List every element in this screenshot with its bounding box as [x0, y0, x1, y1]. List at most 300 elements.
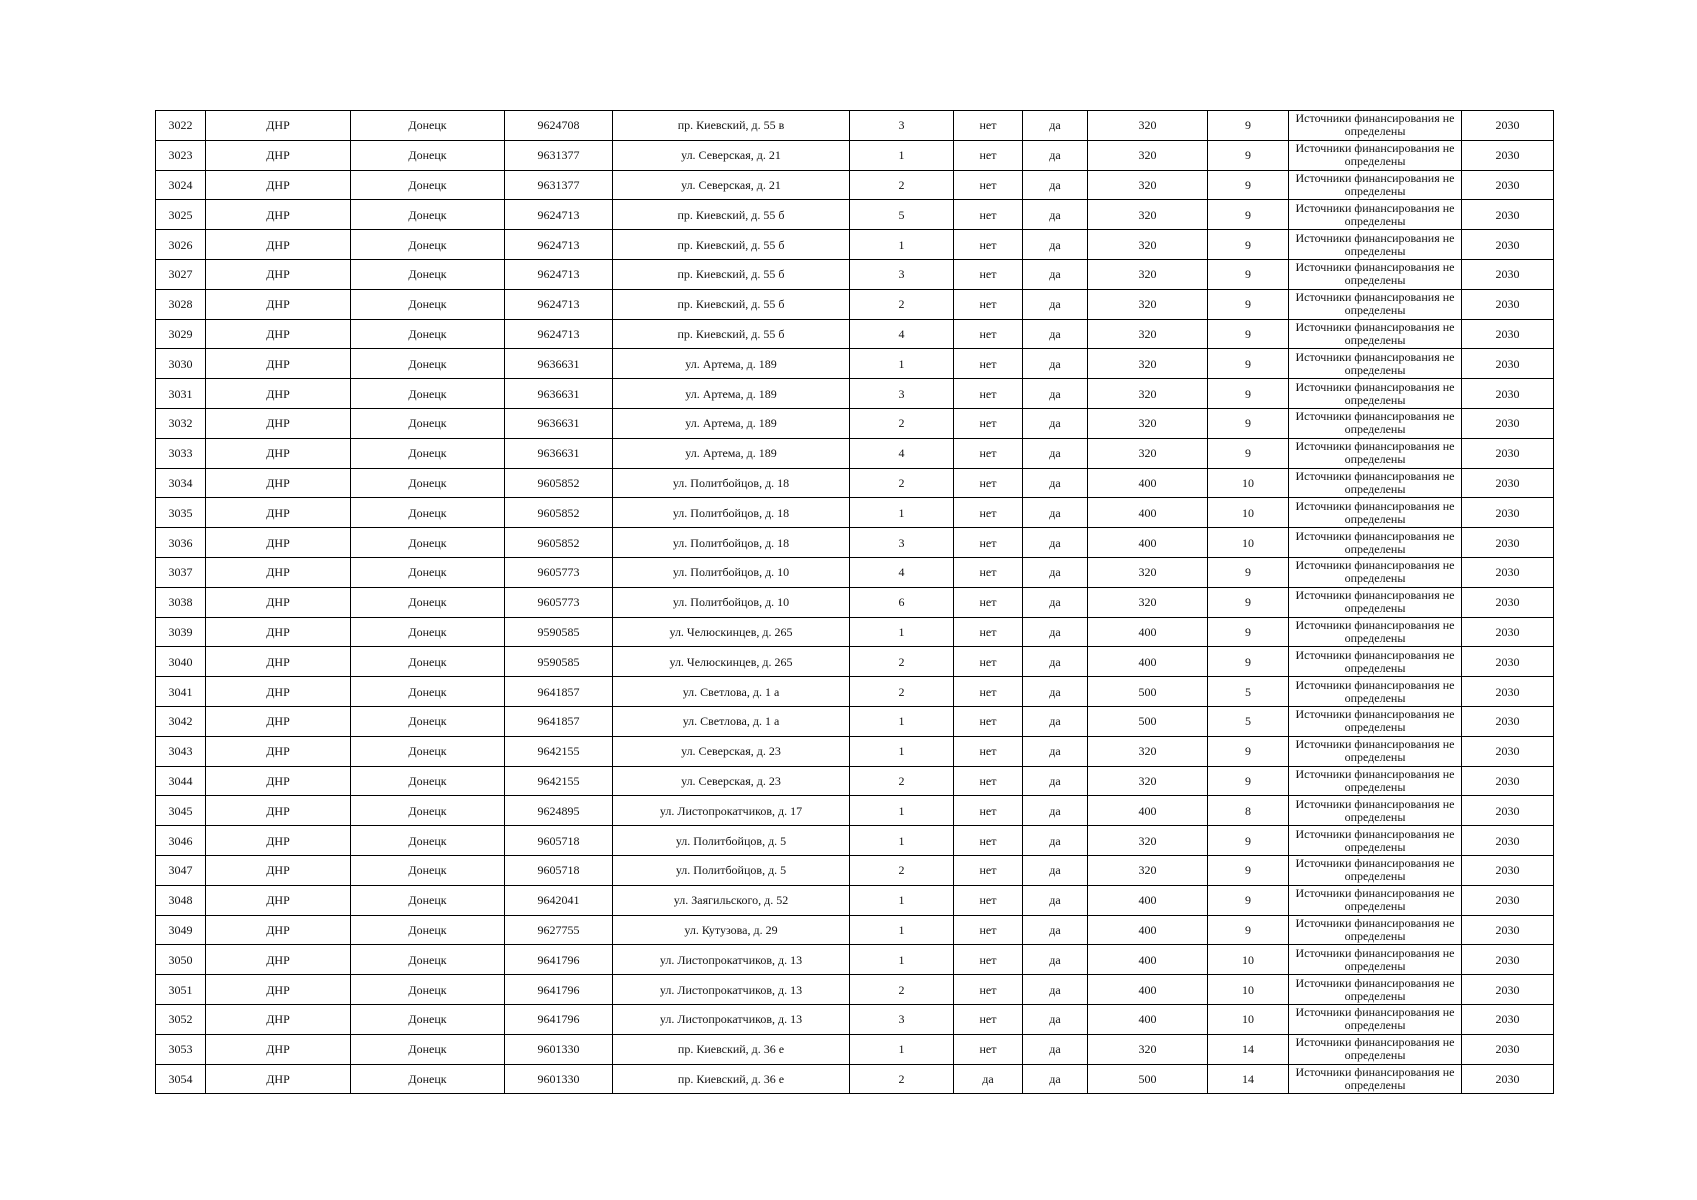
- city-cell: Донецк: [351, 855, 505, 885]
- region-cell: ДНР: [206, 706, 351, 736]
- row-number: 3046: [156, 826, 206, 856]
- funding-cell: Источники финансирования не определены: [1289, 826, 1462, 856]
- house-id-cell: 9642155: [505, 736, 613, 766]
- year-cell: 2030: [1462, 1004, 1554, 1034]
- entrance-cell: 2: [850, 1064, 954, 1094]
- city-cell: Донецк: [351, 379, 505, 409]
- table-row: [156, 408, 1554, 438]
- row-number: 3037: [156, 557, 206, 587]
- capacity-cell: 400: [1088, 915, 1208, 945]
- address-cell: ул. Артема, д. 189: [613, 408, 850, 438]
- floors-cell: 9: [1208, 200, 1289, 230]
- table-row: [156, 677, 1554, 707]
- table-row: [156, 200, 1554, 230]
- year-cell: 2030: [1462, 975, 1554, 1005]
- table-row: [156, 379, 1554, 409]
- modernization-cell: да: [1023, 826, 1088, 856]
- funding-cell: Источники финансирования не определены: [1289, 349, 1462, 379]
- row-number: 3041: [156, 677, 206, 707]
- row-number: 3029: [156, 319, 206, 349]
- replacement-cell: нет: [954, 319, 1023, 349]
- replacement-cell: нет: [954, 498, 1023, 528]
- city-cell: Донецк: [351, 230, 505, 260]
- floors-cell: 9: [1208, 855, 1289, 885]
- table-row: [156, 468, 1554, 498]
- replacement-cell: нет: [954, 1004, 1023, 1034]
- row-number: 3051: [156, 975, 206, 1005]
- row-number: 3035: [156, 498, 206, 528]
- entrance-cell: 4: [850, 438, 954, 468]
- floors-cell: 14: [1208, 1064, 1289, 1094]
- year-cell: 2030: [1462, 379, 1554, 409]
- table-row: [156, 438, 1554, 468]
- funding-cell: Источники финансирования не определены: [1289, 528, 1462, 558]
- year-cell: 2030: [1462, 617, 1554, 647]
- row-number: 3027: [156, 259, 206, 289]
- table-row: [156, 587, 1554, 617]
- region-cell: ДНР: [206, 200, 351, 230]
- entrance-cell: 1: [850, 885, 954, 915]
- house-id-cell: 9605852: [505, 468, 613, 498]
- floors-cell: 9: [1208, 587, 1289, 617]
- modernization-cell: да: [1023, 468, 1088, 498]
- floors-cell: 9: [1208, 915, 1289, 945]
- capacity-cell: 320: [1088, 587, 1208, 617]
- year-cell: 2030: [1462, 498, 1554, 528]
- entrance-cell: 2: [850, 289, 954, 319]
- capacity-cell: 400: [1088, 796, 1208, 826]
- capacity-cell: 500: [1088, 677, 1208, 707]
- entrance-cell: 3: [850, 1004, 954, 1034]
- table-row: [156, 498, 1554, 528]
- table-row: [156, 915, 1554, 945]
- year-cell: 2030: [1462, 557, 1554, 587]
- table-row: [156, 766, 1554, 796]
- row-number: 3022: [156, 111, 206, 141]
- modernization-cell: да: [1023, 945, 1088, 975]
- row-number: 3026: [156, 230, 206, 260]
- replacement-cell: нет: [954, 379, 1023, 409]
- floors-cell: 9: [1208, 826, 1289, 856]
- replacement-cell: нет: [954, 975, 1023, 1005]
- address-cell: ул. Политбойцов, д. 5: [613, 826, 850, 856]
- year-cell: 2030: [1462, 111, 1554, 141]
- floors-cell: 9: [1208, 319, 1289, 349]
- year-cell: 2030: [1462, 826, 1554, 856]
- modernization-cell: да: [1023, 557, 1088, 587]
- modernization-cell: да: [1023, 408, 1088, 438]
- funding-cell: Источники финансирования не определены: [1289, 617, 1462, 647]
- replacement-cell: нет: [954, 766, 1023, 796]
- region-cell: ДНР: [206, 677, 351, 707]
- modernization-cell: да: [1023, 915, 1088, 945]
- house-id-cell: 9636631: [505, 349, 613, 379]
- row-number: 3042: [156, 706, 206, 736]
- floors-cell: 9: [1208, 259, 1289, 289]
- house-id-cell: 9642041: [505, 885, 613, 915]
- house-id-cell: 9624713: [505, 319, 613, 349]
- address-cell: пр. Киевский, д. 36 е: [613, 1064, 850, 1094]
- address-cell: ул. Политбойцов, д. 18: [613, 528, 850, 558]
- table-row: [156, 945, 1554, 975]
- replacement-cell: нет: [954, 855, 1023, 885]
- floors-cell: 9: [1208, 647, 1289, 677]
- city-cell: Донецк: [351, 766, 505, 796]
- modernization-cell: да: [1023, 1004, 1088, 1034]
- replacement-cell: нет: [954, 617, 1023, 647]
- city-cell: Донецк: [351, 826, 505, 856]
- house-id-cell: 9590585: [505, 617, 613, 647]
- modernization-cell: да: [1023, 259, 1088, 289]
- funding-cell: Источники финансирования не определены: [1289, 468, 1462, 498]
- city-cell: Донецк: [351, 677, 505, 707]
- modernization-cell: да: [1023, 200, 1088, 230]
- replacement-cell: нет: [954, 259, 1023, 289]
- year-cell: 2030: [1462, 438, 1554, 468]
- funding-cell: Источники финансирования не определены: [1289, 677, 1462, 707]
- funding-cell: Источники финансирования не определены: [1289, 706, 1462, 736]
- entrance-cell: 3: [850, 379, 954, 409]
- table-row: [156, 885, 1554, 915]
- funding-cell: Источники финансирования не определены: [1289, 736, 1462, 766]
- row-number: 3052: [156, 1004, 206, 1034]
- floors-cell: 9: [1208, 170, 1289, 200]
- table-row: [156, 528, 1554, 558]
- row-number: 3033: [156, 438, 206, 468]
- table-row: [156, 111, 1554, 141]
- table-row: [156, 557, 1554, 587]
- address-cell: ул. Северская, д. 23: [613, 736, 850, 766]
- year-cell: 2030: [1462, 408, 1554, 438]
- entrance-cell: 3: [850, 259, 954, 289]
- address-cell: ул. Светлова, д. 1 а: [613, 706, 850, 736]
- city-cell: Донецк: [351, 647, 505, 677]
- floors-cell: 9: [1208, 379, 1289, 409]
- floors-cell: 9: [1208, 766, 1289, 796]
- region-cell: ДНР: [206, 319, 351, 349]
- house-id-cell: 9624713: [505, 259, 613, 289]
- entrance-cell: 1: [850, 915, 954, 945]
- house-id-cell: 9624895: [505, 796, 613, 826]
- address-cell: пр. Киевский, д. 55 б: [613, 200, 850, 230]
- city-cell: Донецк: [351, 200, 505, 230]
- row-number: 3031: [156, 379, 206, 409]
- city-cell: Донецк: [351, 1034, 505, 1064]
- city-cell: Донецк: [351, 498, 505, 528]
- entrance-cell: 1: [850, 617, 954, 647]
- funding-cell: Источники финансирования не определены: [1289, 557, 1462, 587]
- replacement-cell: нет: [954, 587, 1023, 617]
- replacement-cell: нет: [954, 200, 1023, 230]
- replacement-cell: нет: [954, 706, 1023, 736]
- modernization-cell: да: [1023, 1064, 1088, 1094]
- capacity-cell: 320: [1088, 557, 1208, 587]
- table-row: [156, 170, 1554, 200]
- entrance-cell: 4: [850, 319, 954, 349]
- modernization-cell: да: [1023, 975, 1088, 1005]
- funding-cell: Источники финансирования не определены: [1289, 1034, 1462, 1064]
- floors-cell: 9: [1208, 349, 1289, 379]
- city-cell: Донецк: [351, 528, 505, 558]
- replacement-cell: нет: [954, 170, 1023, 200]
- floors-cell: 9: [1208, 230, 1289, 260]
- funding-cell: Источники финансирования не определены: [1289, 855, 1462, 885]
- address-cell: ул. Артема, д. 189: [613, 379, 850, 409]
- table-row: [156, 647, 1554, 677]
- replacement-cell: нет: [954, 230, 1023, 260]
- region-cell: ДНР: [206, 647, 351, 677]
- region-cell: ДНР: [206, 230, 351, 260]
- address-cell: пр. Киевский, д. 55 б: [613, 259, 850, 289]
- modernization-cell: да: [1023, 587, 1088, 617]
- region-cell: ДНР: [206, 1004, 351, 1034]
- region-cell: ДНР: [206, 885, 351, 915]
- capacity-cell: 500: [1088, 1064, 1208, 1094]
- modernization-cell: да: [1023, 1034, 1088, 1064]
- year-cell: 2030: [1462, 140, 1554, 170]
- year-cell: 2030: [1462, 200, 1554, 230]
- address-cell: ул. Политбойцов, д. 5: [613, 855, 850, 885]
- capacity-cell: 320: [1088, 170, 1208, 200]
- year-cell: 2030: [1462, 706, 1554, 736]
- funding-cell: Источники финансирования не определены: [1289, 111, 1462, 141]
- row-number: 3053: [156, 1034, 206, 1064]
- city-cell: Донецк: [351, 259, 505, 289]
- city-cell: Донецк: [351, 945, 505, 975]
- table-row: [156, 1034, 1554, 1064]
- funding-cell: Источники финансирования не определены: [1289, 408, 1462, 438]
- row-number: 3043: [156, 736, 206, 766]
- house-id-cell: 9605718: [505, 855, 613, 885]
- modernization-cell: да: [1023, 140, 1088, 170]
- entrance-cell: 1: [850, 230, 954, 260]
- row-number: 3044: [156, 766, 206, 796]
- capacity-cell: 400: [1088, 468, 1208, 498]
- region-cell: ДНР: [206, 1064, 351, 1094]
- replacement-cell: нет: [954, 289, 1023, 319]
- floors-cell: 9: [1208, 289, 1289, 319]
- row-number: 3048: [156, 885, 206, 915]
- address-cell: ул. Листопрокатчиков, д. 13: [613, 945, 850, 975]
- funding-cell: Источники финансирования не определены: [1289, 796, 1462, 826]
- address-cell: ул. Политбойцов, д. 10: [613, 557, 850, 587]
- house-id-cell: 9636631: [505, 438, 613, 468]
- address-cell: ул. Светлова, д. 1 а: [613, 677, 850, 707]
- modernization-cell: да: [1023, 438, 1088, 468]
- house-id-cell: 9641796: [505, 1004, 613, 1034]
- modernization-cell: да: [1023, 349, 1088, 379]
- year-cell: 2030: [1462, 319, 1554, 349]
- replacement-cell: нет: [954, 885, 1023, 915]
- replacement-cell: нет: [954, 557, 1023, 587]
- modernization-cell: да: [1023, 855, 1088, 885]
- city-cell: Донецк: [351, 915, 505, 945]
- address-cell: ул. Листопрокатчиков, д. 13: [613, 975, 850, 1005]
- replacement-cell: нет: [954, 468, 1023, 498]
- modernization-cell: да: [1023, 498, 1088, 528]
- entrance-cell: 2: [850, 975, 954, 1005]
- region-cell: ДНР: [206, 587, 351, 617]
- house-id-cell: 9624713: [505, 200, 613, 230]
- city-cell: Донецк: [351, 289, 505, 319]
- region-cell: ДНР: [206, 140, 351, 170]
- replacement-cell: нет: [954, 945, 1023, 975]
- row-number: 3024: [156, 170, 206, 200]
- table-row: [156, 259, 1554, 289]
- address-cell: ул. Политбойцов, д. 18: [613, 468, 850, 498]
- floors-cell: 10: [1208, 1004, 1289, 1034]
- address-cell: ул. Артема, д. 189: [613, 438, 850, 468]
- house-id-cell: 9636631: [505, 379, 613, 409]
- capacity-cell: 500: [1088, 706, 1208, 736]
- floors-cell: 9: [1208, 111, 1289, 141]
- city-cell: Донецк: [351, 438, 505, 468]
- entrance-cell: 1: [850, 1034, 954, 1064]
- capacity-cell: 320: [1088, 826, 1208, 856]
- table-row: [156, 289, 1554, 319]
- floors-cell: 8: [1208, 796, 1289, 826]
- entrance-cell: 1: [850, 706, 954, 736]
- floors-cell: 10: [1208, 975, 1289, 1005]
- modernization-cell: да: [1023, 736, 1088, 766]
- capacity-cell: 320: [1088, 1034, 1208, 1064]
- modernization-cell: да: [1023, 289, 1088, 319]
- house-id-cell: 9631377: [505, 140, 613, 170]
- address-cell: пр. Киевский, д. 55 б: [613, 230, 850, 260]
- row-number: 3036: [156, 528, 206, 558]
- capacity-cell: 320: [1088, 319, 1208, 349]
- entrance-cell: 2: [850, 468, 954, 498]
- region-cell: ДНР: [206, 528, 351, 558]
- house-id-cell: 9642155: [505, 766, 613, 796]
- funding-cell: Источники финансирования не определены: [1289, 975, 1462, 1005]
- address-cell: ул. Северская, д. 21: [613, 170, 850, 200]
- year-cell: 2030: [1462, 289, 1554, 319]
- replacement-cell: нет: [954, 796, 1023, 826]
- funding-cell: Источники финансирования не определены: [1289, 230, 1462, 260]
- modernization-cell: да: [1023, 379, 1088, 409]
- funding-cell: Источники финансирования не определены: [1289, 259, 1462, 289]
- address-cell: ул. Северская, д. 21: [613, 140, 850, 170]
- house-id-cell: 9641796: [505, 945, 613, 975]
- replacement-cell: нет: [954, 408, 1023, 438]
- entrance-cell: 5: [850, 200, 954, 230]
- funding-cell: Источники финансирования не определены: [1289, 140, 1462, 170]
- region-cell: ДНР: [206, 1034, 351, 1064]
- funding-cell: Источники финансирования не определены: [1289, 438, 1462, 468]
- city-cell: Донецк: [351, 1004, 505, 1034]
- row-number: 3045: [156, 796, 206, 826]
- entrance-cell: 4: [850, 557, 954, 587]
- city-cell: Донецк: [351, 408, 505, 438]
- region-cell: ДНР: [206, 289, 351, 319]
- house-id-cell: 9590585: [505, 647, 613, 677]
- entrance-cell: 2: [850, 855, 954, 885]
- address-cell: ул. Челюскинцев, д. 265: [613, 647, 850, 677]
- year-cell: 2030: [1462, 170, 1554, 200]
- entrance-cell: 6: [850, 587, 954, 617]
- capacity-cell: 320: [1088, 736, 1208, 766]
- city-cell: Донецк: [351, 111, 505, 141]
- capacity-cell: 320: [1088, 289, 1208, 319]
- row-number: 3049: [156, 915, 206, 945]
- table-row: [156, 1004, 1554, 1034]
- table-row: [156, 975, 1554, 1005]
- region-cell: ДНР: [206, 826, 351, 856]
- region-cell: ДНР: [206, 915, 351, 945]
- row-number: 3032: [156, 408, 206, 438]
- house-id-cell: 9601330: [505, 1064, 613, 1094]
- modernization-cell: да: [1023, 677, 1088, 707]
- region-cell: ДНР: [206, 170, 351, 200]
- funding-cell: Источники финансирования не определены: [1289, 915, 1462, 945]
- capacity-cell: 320: [1088, 259, 1208, 289]
- city-cell: Донецк: [351, 885, 505, 915]
- city-cell: Донецк: [351, 706, 505, 736]
- modernization-cell: да: [1023, 170, 1088, 200]
- house-id-cell: 9624713: [505, 289, 613, 319]
- row-number: 3030: [156, 349, 206, 379]
- funding-cell: Источники финансирования не определены: [1289, 766, 1462, 796]
- city-cell: Донецк: [351, 975, 505, 1005]
- city-cell: Донецк: [351, 319, 505, 349]
- row-number: 3025: [156, 200, 206, 230]
- replacement-cell: нет: [954, 140, 1023, 170]
- region-cell: ДНР: [206, 438, 351, 468]
- address-cell: пр. Киевский, д. 55 б: [613, 289, 850, 319]
- replacement-cell: нет: [954, 736, 1023, 766]
- house-id-cell: 9641796: [505, 975, 613, 1005]
- capacity-cell: 320: [1088, 379, 1208, 409]
- house-id-cell: 9631377: [505, 170, 613, 200]
- entrance-cell: 2: [850, 647, 954, 677]
- city-cell: Донецк: [351, 140, 505, 170]
- address-cell: ул. Политбойцов, д. 18: [613, 498, 850, 528]
- region-cell: ДНР: [206, 855, 351, 885]
- capacity-cell: 400: [1088, 498, 1208, 528]
- capacity-cell: 320: [1088, 438, 1208, 468]
- year-cell: 2030: [1462, 796, 1554, 826]
- funding-cell: Источники финансирования не определены: [1289, 289, 1462, 319]
- region-cell: ДНР: [206, 736, 351, 766]
- city-cell: Донецк: [351, 796, 505, 826]
- funding-cell: Источники финансирования не определены: [1289, 945, 1462, 975]
- house-id-cell: 9627755: [505, 915, 613, 945]
- region-cell: ДНР: [206, 796, 351, 826]
- replacement-cell: нет: [954, 915, 1023, 945]
- house-id-cell: 9605852: [505, 498, 613, 528]
- replacement-cell: нет: [954, 647, 1023, 677]
- row-number: 3034: [156, 468, 206, 498]
- entrance-cell: 1: [850, 945, 954, 975]
- row-number: 3023: [156, 140, 206, 170]
- entrance-cell: 1: [850, 498, 954, 528]
- entrance-cell: 1: [850, 140, 954, 170]
- modernization-cell: да: [1023, 647, 1088, 677]
- year-cell: 2030: [1462, 766, 1554, 796]
- entrance-cell: 3: [850, 111, 954, 141]
- address-cell: пр. Киевский, д. 55 б: [613, 319, 850, 349]
- capacity-cell: 400: [1088, 945, 1208, 975]
- city-cell: Донецк: [351, 170, 505, 200]
- row-number: 3028: [156, 289, 206, 319]
- modernization-cell: да: [1023, 230, 1088, 260]
- entrance-cell: 1: [850, 826, 954, 856]
- funding-cell: Источники финансирования не определены: [1289, 170, 1462, 200]
- year-cell: 2030: [1462, 885, 1554, 915]
- floors-cell: 9: [1208, 885, 1289, 915]
- data-table: [155, 110, 1554, 1094]
